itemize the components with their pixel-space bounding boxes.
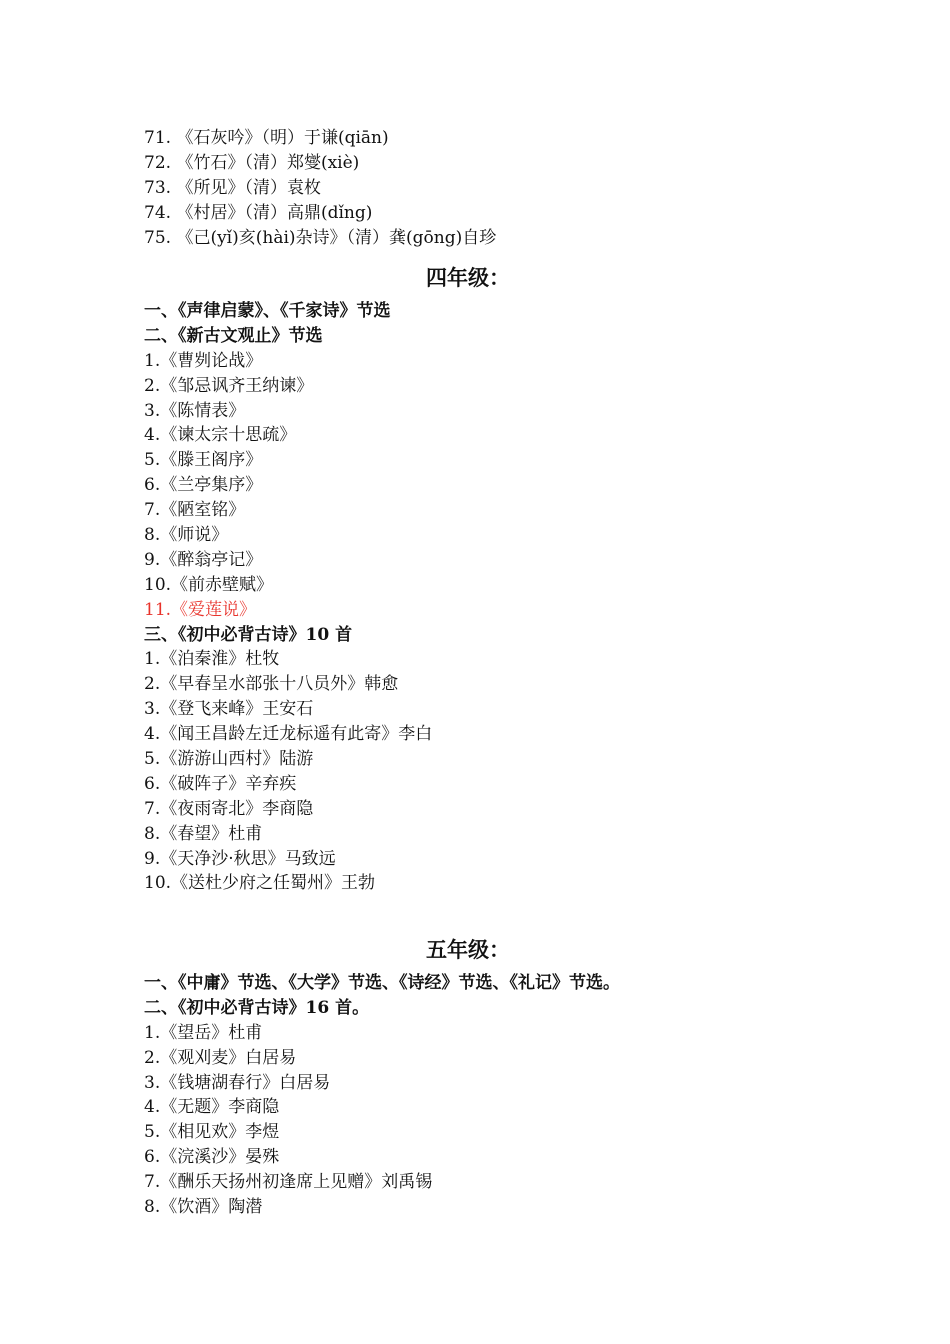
- list-item: 1.《曹刿论战》: [144, 350, 263, 371]
- poem-list-continued: [144, 126, 844, 250]
- list-item: 6.《浣溪沙》晏殊: [144, 1147, 280, 1168]
- list-item: 8.《师说》: [144, 525, 229, 546]
- list-item: 71. 《石灰吟》（明）于谦(qiān): [144, 128, 389, 148]
- list-item: 9.《天净沙·秋思》马致远: [144, 848, 336, 869]
- list-item: 5.《滕王阁序》: [144, 450, 263, 471]
- list-item: 2.《邹忌讽齐王纳谏》: [144, 375, 314, 396]
- section-heading: 二、《新古文观止》节选: [144, 325, 323, 346]
- list-item: 3.《陈情表》: [144, 400, 246, 421]
- list-item: 7.《夜雨寄北》李商隐: [144, 798, 314, 819]
- list-item: 73. 《所见》（清）袁枚: [144, 177, 321, 198]
- list-item: 6.《兰亭集序》: [144, 475, 263, 496]
- list-item: 10.《送杜少府之任蜀州》王勃: [144, 873, 376, 894]
- list-item: 5.《游游山西村》陆游: [144, 749, 314, 770]
- list-item: 2.《观刈麦》白居易: [144, 1047, 297, 1068]
- list-item: 74. 《村居》（清）高鼎(dǐng): [144, 202, 373, 223]
- list-item: 3.《钱塘湖春行》白居易: [144, 1072, 331, 1093]
- list-item: 7.《陋室铭》: [144, 500, 246, 521]
- list-item: 4.《闻王昌龄左迁龙标遥有此寄》李白: [144, 724, 433, 745]
- list-item: 2.《早春呈水部张十八员外》韩愈: [144, 674, 399, 695]
- list-item: 9.《醉翁亭记》: [144, 549, 263, 570]
- grade5-content: [144, 971, 844, 1220]
- list-item: 10.《前赤壁赋》: [144, 574, 274, 595]
- list-item: 1.《泊秦淮》杜牧: [144, 649, 280, 670]
- list-item: 4.《无题》李商隐: [144, 1097, 280, 1118]
- grade4-content: [144, 299, 844, 896]
- list-item: 5.《相见欢》李煜: [144, 1122, 280, 1143]
- list-item: 8.《饮酒》陶潜: [144, 1197, 263, 1218]
- list-item: 3.《登飞来峰》王安石: [144, 699, 314, 720]
- grade4-title: 四年级：: [426, 265, 510, 290]
- list-item: 4.《谏太宗十思疏》: [144, 425, 297, 446]
- list-item: 1.《望岳》杜甫: [144, 1022, 263, 1043]
- grade5-title: 五年级：: [426, 937, 510, 962]
- list-item: 8.《春望》杜甫: [144, 823, 263, 844]
- list-item: 72. 《竹石》（清）郑燮(xiè): [144, 152, 360, 173]
- section-heading: 二、《初中必背古诗》16 首。: [144, 997, 370, 1018]
- list-item: 75. 《己(yǐ)亥(hài)杂诗》（清）龚(gōng)自珍: [144, 227, 497, 248]
- list-item: 6.《破阵子》辛弃疾: [144, 773, 297, 794]
- section-heading: 一、《声律启蒙》、《千家诗》节选: [144, 301, 391, 321]
- section-heading: 三、《初中必背古诗》10 首: [144, 624, 353, 645]
- section-heading: 一、《中庸》节选、《大学》节选、《诗经》节选、《礼记》节选。: [144, 973, 620, 993]
- list-item: 7.《酬乐天扬州初逢席上见赠》刘禹锡: [144, 1172, 433, 1193]
- highlighted-list-item: 11.《爱莲说》: [144, 599, 257, 620]
